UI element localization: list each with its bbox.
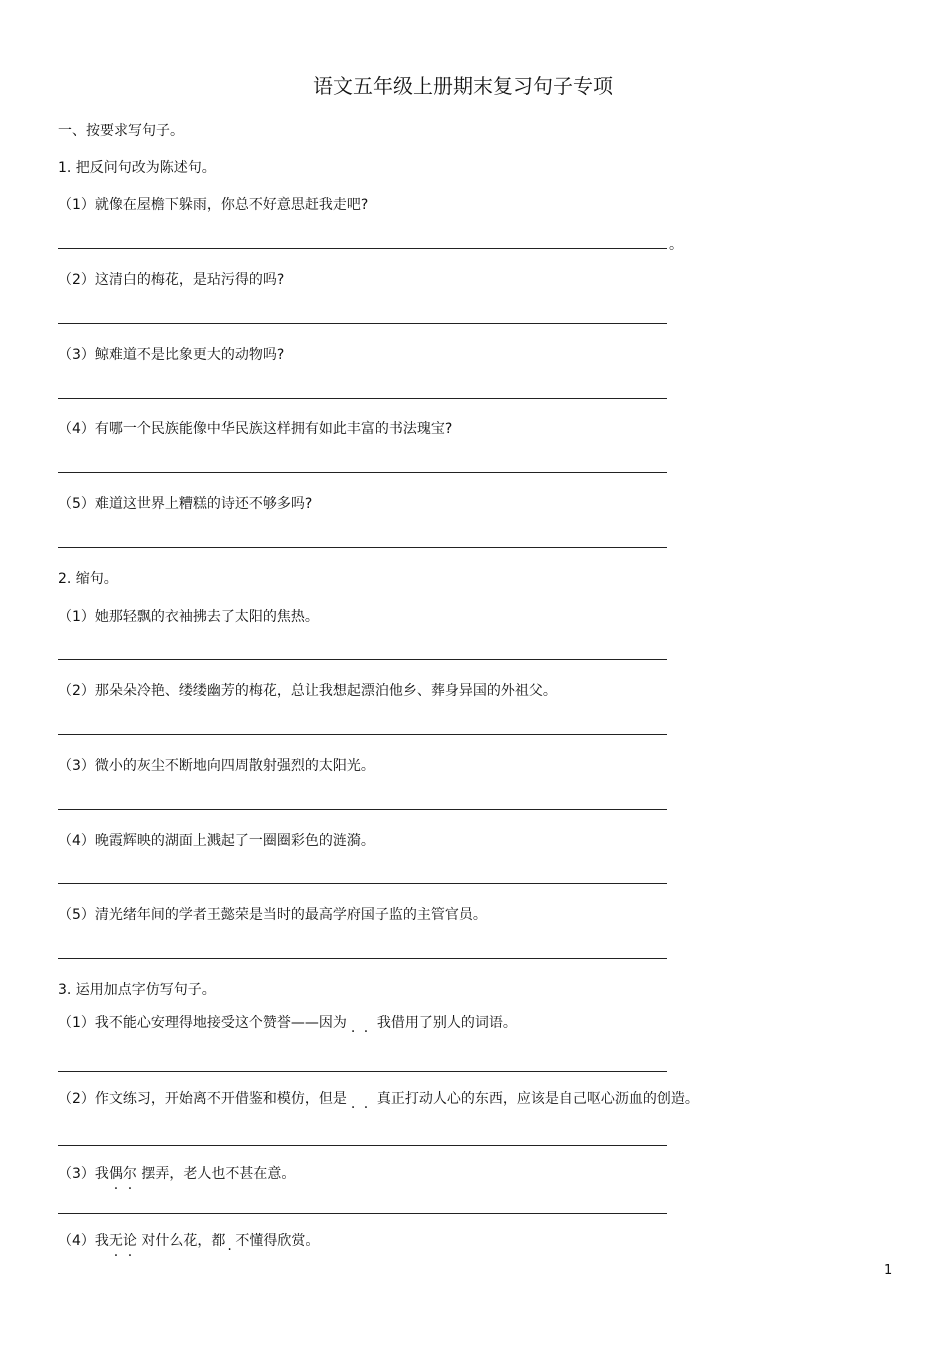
q3-answer-line-1[interactable]: [58, 1071, 667, 1072]
q1-answer-line-2[interactable]: [58, 323, 667, 324]
q3-item-2-after: 真正打动人心的东西，应该是自己呕心沥血的创造。: [376, 1091, 699, 1107]
q2-answer-line-5[interactable]: [58, 958, 667, 959]
q2-answer-line-1[interactable]: [58, 659, 667, 660]
q3-item-2-before: （2）作文练习，开始离不开借鉴和模仿，但是: [58, 1091, 347, 1107]
dotted-char: 论: [122, 1233, 137, 1249]
q1-answer-line-4[interactable]: [58, 472, 667, 473]
q3-item-2: [58, 1088, 699, 1108]
dotted-char: 偶: [108, 1166, 123, 1182]
q3-item-1-before: （1）我不能心安理得地接受这个赞誉——因为: [58, 1015, 347, 1031]
q3-item-4-after: 不懂得欣赏。: [235, 1233, 320, 1249]
q3-answer-line-2[interactable]: [58, 1145, 667, 1146]
q2-item-4: （4）晚霞辉映的湖面上溅起了一圈圈彩色的涟漪。: [58, 833, 375, 849]
q2-item-3: （3）微小的灰尘不断地向四周散射强烈的太阳光。: [58, 758, 375, 774]
q2-item-5: （5）清光绪年间的学者王懿荣是当时的最高学府国子监的主管官员。: [58, 907, 487, 923]
q3-item-4: [58, 1230, 319, 1250]
q1-item-2: （2）这清白的梅花，是玷污得的吗?: [58, 272, 285, 288]
dotted-char: 无: [108, 1233, 123, 1249]
q1-item-1: （1）就像在屋檐下躲雨，你总不好意思赶我走吧?: [58, 197, 369, 213]
q3-item-1-after: 我借用了别人的词语。: [376, 1015, 517, 1031]
q2-answer-line-3[interactable]: [58, 809, 667, 810]
q1-answer-line-1[interactable]: [58, 248, 667, 249]
q1-item-5: （5）难道这世界上糟糕的诗还不够多吗?: [58, 496, 313, 512]
page-title: 语文五年级上册期末复习句子专项: [313, 74, 613, 98]
question-3-heading: 3. 运用加点字仿写句子。: [58, 982, 216, 998]
dotted-char: 尔: [122, 1166, 137, 1182]
q2-item-1: （1）她那轻飘的衣袖拂去了太阳的焦热。: [58, 609, 319, 625]
section-heading: 一、按要求写句子。: [58, 123, 184, 139]
q3-item-4-mid: 对什么花，都: [136, 1233, 226, 1249]
q3-item-3-after: 摆弄，老人也不甚在意。: [136, 1166, 296, 1182]
q3-item-4-before: （4）我: [58, 1233, 109, 1249]
q3-item-1: [58, 1012, 517, 1032]
q1-item-3: （3）鲸难道不是比象更大的动物吗?: [58, 347, 285, 363]
q3-item-3: [58, 1163, 295, 1183]
q2-answer-line-2[interactable]: [58, 734, 667, 735]
page-number: 1: [884, 1263, 893, 1278]
q2-answer-line-4[interactable]: [58, 883, 667, 884]
question-1-heading: 1. 把反问句改为陈述句。: [58, 160, 216, 176]
q2-item-2: （2）那朵朵冷艳、缕缕幽芳的梅花，总让我想起漂泊他乡、葬身异国的外祖父。: [58, 683, 557, 699]
q1-answer-line-3[interactable]: [58, 398, 667, 399]
question-2-heading: 2. 缩句。: [58, 571, 118, 587]
q1-answer-line-5[interactable]: [58, 547, 667, 548]
q3-item-3-before: （3）我: [58, 1166, 109, 1182]
q3-answer-line-3[interactable]: [58, 1213, 667, 1214]
q1-end-mark: 。: [669, 237, 683, 253]
q1-item-4: （4）有哪一个民族能像中华民族这样拥有如此丰富的书法瑰宝?: [58, 421, 453, 437]
